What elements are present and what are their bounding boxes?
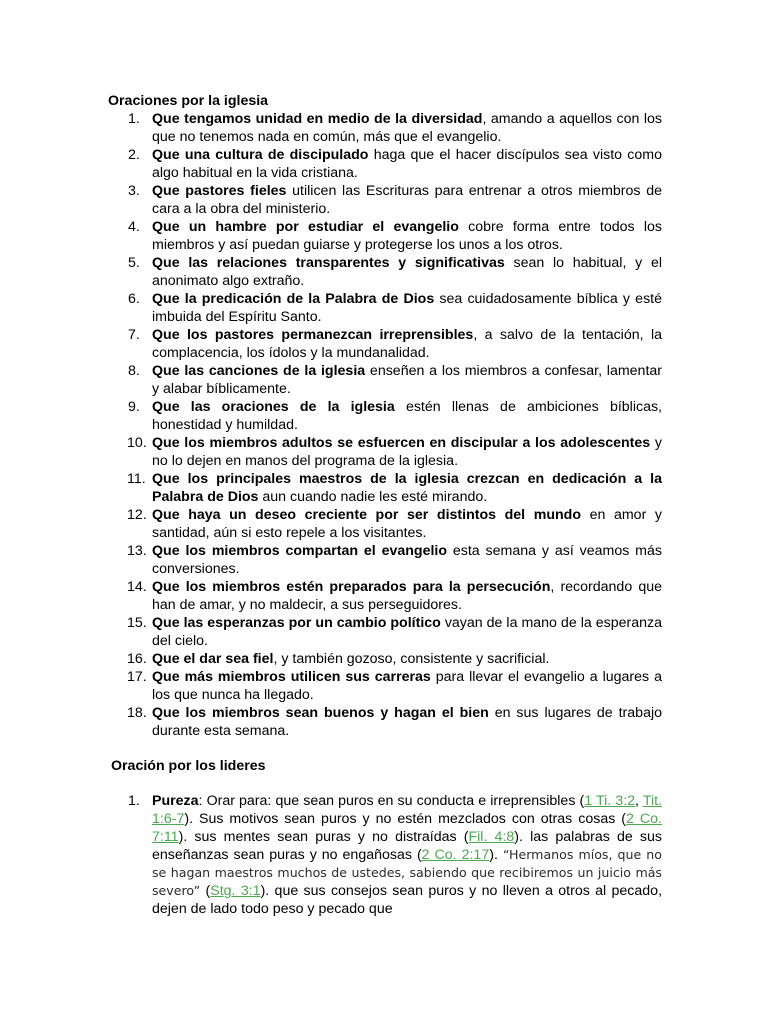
item-text: sean lo habitual, y el anonimato algo extraño. (152, 255, 662, 289)
item-number: 8. (128, 363, 140, 379)
list-item (108, 326, 662, 362)
item-text: ( (200, 883, 211, 899)
item-heading: Que pastores fieles (152, 183, 287, 199)
item-text: ). (489, 847, 503, 863)
item-text: estén llenas de ambiciones bíblicas, honestidad y humildad. (152, 399, 662, 433)
spacer (108, 775, 662, 792)
item-number: 18. (127, 705, 147, 721)
item-number: 2. (128, 147, 140, 163)
list-item (108, 146, 662, 182)
item-number: 6. (128, 291, 140, 307)
document-page (108, 92, 662, 918)
item-heading: Que las canciones de la iglesia (152, 363, 366, 379)
item-number: 14. (127, 579, 147, 595)
section-title-leaders: Oración por los lideres (111, 758, 266, 774)
scripture-link[interactable]: 2 Co. 2:17 (421, 847, 490, 863)
list-item (108, 668, 662, 704)
item-text: aun cuando nadie les esté mirando. (258, 489, 488, 505)
item-text: utilicen las Escrituras para entrenar a otros miembros de cara a la obra del ministerio. (152, 183, 662, 217)
item-number: 13. (127, 543, 147, 559)
item-text: vayan de la mano de la esperanza del cielo. (152, 615, 662, 649)
item-heading: Que el dar sea fiel (152, 651, 274, 667)
item-heading: Que los miembros estén preparados para la persecución (152, 579, 551, 595)
item-text: haga que el hacer discípulos sea visto como algo habitual en la vida cristiana. (152, 147, 662, 181)
item-number: 4. (128, 219, 140, 235)
item-text: ). que sus consejos sean puros y no lleven a otros al pecado, dejen de lado todo peso y pecado que (152, 883, 663, 917)
item-heading: Que la predicación de la Palabra de Dios (152, 291, 435, 307)
item-heading: Que los miembros adultos se esfuercen en discipular a los adolescentes (152, 435, 651, 451)
list-item (108, 704, 662, 740)
list-item (108, 398, 662, 434)
item-heading: Pureza (152, 793, 199, 809)
list-item (108, 254, 662, 290)
scripture-quote: “Hermanos míos, que no se hagan maestros muchos de ustedes, sabiendo que recibiremos un juicio más severo” (152, 847, 662, 898)
item-text: , recordando que han de amar, y no maldecir, a sus perseguidores. (152, 579, 662, 613)
item-heading: Que una cultura de discipulado (152, 147, 369, 163)
item-text: ). sus mentes sean puras y no distraídas ( (178, 829, 469, 845)
list-item (108, 650, 662, 668)
item-text: enseñen a los miembros a confesar, lamentar y alabar bíblicamente. (152, 363, 663, 397)
item-number: 10. (127, 435, 147, 451)
list-item (108, 290, 662, 326)
item-number: 11. (127, 471, 146, 487)
item-number: 17. (127, 669, 147, 685)
item-heading: Que las oraciones de la iglesia (152, 399, 395, 415)
church-prayer-list (108, 110, 662, 740)
item-text: , y también gozoso, consistente y sacrificial. (273, 651, 550, 667)
leaders-prayer-list (108, 792, 662, 918)
spacer (108, 740, 662, 757)
item-number: 1. (128, 111, 140, 127)
item-number: 3. (128, 183, 140, 199)
item-text: esta semana y así veamos más conversiones. (152, 543, 662, 577)
item-text: para llevar el evangelio a lugares a los que nunca ha llegado. (152, 669, 662, 703)
item-text: , amando a aquellos con los que no tenemos nada en común, más que el evangelio. (152, 111, 662, 145)
list-item (108, 506, 662, 542)
item-heading: Que haya un deseo creciente por ser distintos del mundo (152, 507, 581, 523)
item-text: ). las palabras de sus enseñanzas sean puras y no engañosas ( (152, 829, 663, 863)
item-text: en amor y santidad, aún si esto repele a los visitantes. (152, 507, 662, 541)
scripture-link[interactable]: Fil. 4:8 (468, 829, 515, 845)
item-number: 15. (127, 615, 147, 631)
item-number: 9. (128, 399, 140, 415)
list-item (108, 182, 662, 218)
item-heading: Que los pastores permanezcan irreprensibles (152, 327, 474, 343)
item-heading: Que los miembros compartan el evangelio (152, 543, 448, 559)
list-item (108, 614, 662, 650)
item-heading: Que los miembros sean buenos y hagan el bien (152, 705, 489, 721)
list-item (108, 542, 662, 578)
list-item (108, 218, 662, 254)
list-item (108, 470, 662, 506)
item-heading: Que un hambre por estudiar el evangelio (152, 219, 459, 235)
scripture-link[interactable]: 1 Ti. 3:2 (584, 793, 636, 809)
scripture-link[interactable]: Tit. 1:6-7 (152, 793, 662, 827)
scripture-link[interactable]: 2 Co. 7:11 (152, 811, 662, 845)
list-item (108, 110, 662, 146)
item-text: ). Sus motivos sean puros y no estén mezclados con otras cosas ( (184, 811, 627, 827)
item-number: 5. (128, 255, 140, 271)
list-item (108, 792, 662, 918)
item-text: , (635, 793, 643, 809)
list-item (108, 362, 662, 398)
item-number: 16. (127, 651, 147, 667)
item-heading: Que las relaciones transparentes y significativas (152, 255, 505, 271)
item-heading: Que los principales maestros de la iglesia crezcan en dedicación a la Palabra de Dios (152, 471, 662, 505)
item-text: : Orar para: que sean puros en su conducta e irreprensibles ( (198, 793, 585, 809)
item-heading: Que las esperanzas por un cambio político (152, 615, 441, 631)
item-number: 12. (127, 507, 147, 523)
item-text: sea cuidadosamente bíblica y esté imbuida del Espíritu Santo. (152, 291, 662, 325)
item-heading: Que más miembros utilicen sus carreras (152, 669, 431, 685)
item-number: 1. (128, 793, 140, 809)
item-text: y no lo dejen en manos del programa de la iglesia. (152, 435, 662, 469)
list-item (108, 434, 662, 470)
list-item (108, 578, 662, 614)
scripture-link[interactable]: Stg. 3:1 (210, 883, 261, 899)
item-text: , a salvo de la tentación, la complacencia, los ídolos y la mundanalidad. (152, 327, 662, 361)
item-text: cobre forma entre todos los miembros y así puedan guiarse y protegerse los unos a los otros. (152, 219, 662, 253)
section-title-church: Oraciones por la iglesia (108, 93, 269, 109)
item-text: en sus lugares de trabajo durante esta semana. (152, 705, 662, 739)
item-heading: Que tengamos unidad en medio de la diversidad (152, 111, 483, 127)
item-number: 7. (128, 327, 140, 343)
